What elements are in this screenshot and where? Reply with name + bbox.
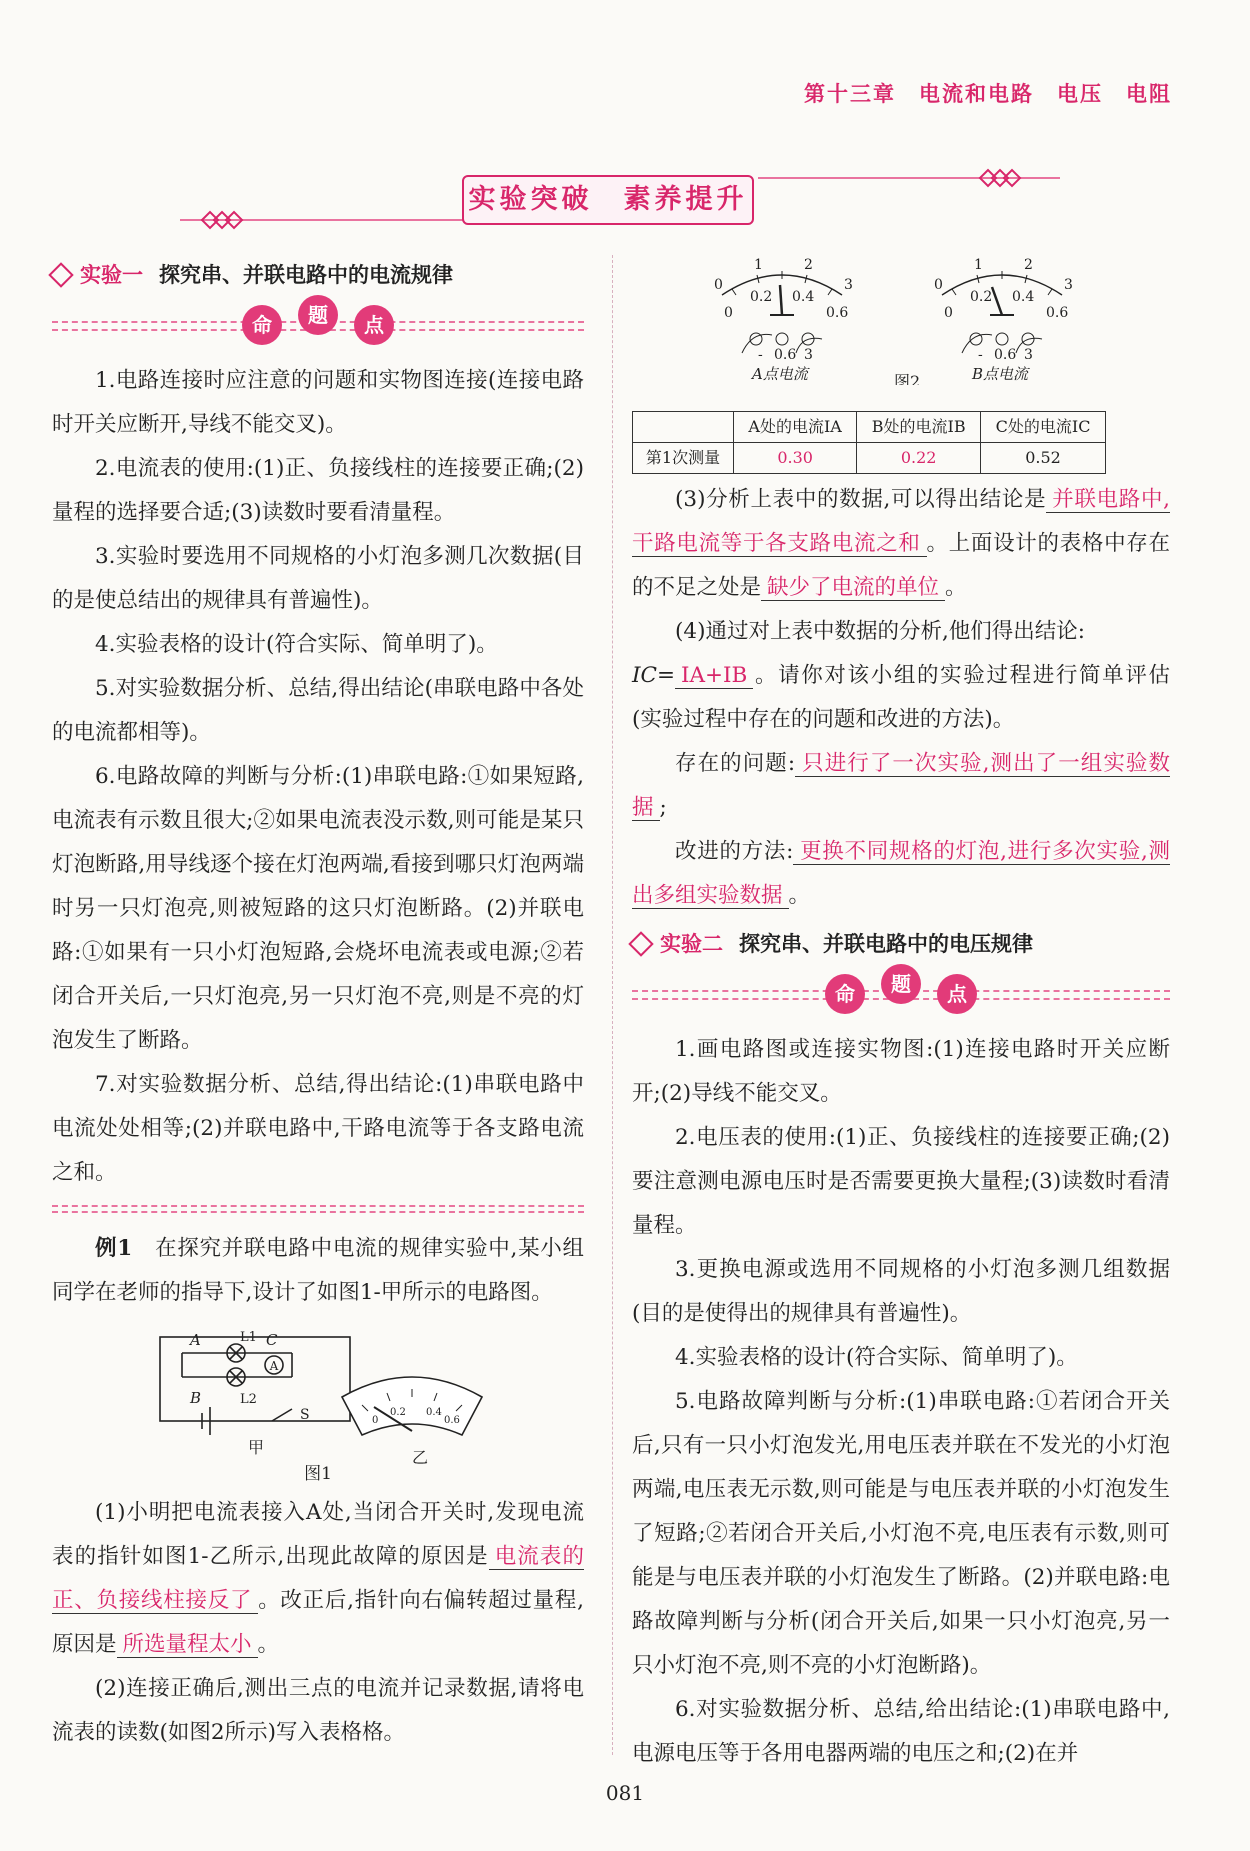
experiment-1-tag: 实验一: [52, 255, 143, 295]
exp1-point: 5.对实验数据分析、总结,得出结论(串联电路中各处的电流都相等)。: [52, 676, 584, 745]
exp2-point: 4.实验表格的设计(符合实际、简单明了)。: [675, 1345, 1078, 1370]
svg-text:0.2: 0.2: [750, 289, 773, 305]
question-4-formula: IC= IA+IB 。请你对该小组的实验过程进行简单评估(实验过程中存在的问题和改进的方法)。: [632, 663, 1170, 732]
svg-text:1: 1: [974, 257, 983, 273]
question-2: (2)连接正确后,测出三点的电流并记录数据,请将电流表的读数(如图2所示)写入表格格。: [52, 1676, 584, 1745]
lamp-l1: L1: [240, 1330, 257, 1345]
answer-improve[interactable]: 更换不同规格的灯泡,进行多次实验,测出多组实验数据: [632, 839, 1171, 908]
switch-s: S: [300, 1407, 310, 1423]
right-column: [632, 255, 1170, 1776]
experiment-2-points: [632, 1028, 1170, 1776]
experiment-1-heading: [52, 255, 584, 295]
svg-text:0.6: 0.6: [1046, 305, 1069, 321]
question-4: (4)通过对上表中数据的分析,他们得出结论:: [675, 619, 1086, 644]
figure-2-caption: 图2: [894, 372, 921, 385]
node-a: A: [190, 1331, 201, 1349]
exp1-point: 3.实验时要选用不同规格的小灯泡多测几次数据(目的是使总结出的规律具有普遍性)。: [52, 544, 584, 613]
meter-a-label: A点电流: [752, 365, 808, 383]
svg-text:-: -: [758, 347, 763, 363]
fig1-yi: 乙: [412, 1448, 429, 1467]
figure-1: [52, 1323, 584, 1473]
experiment-2-heading: [632, 924, 1170, 964]
table-header-row: [633, 412, 1106, 443]
table-header: C处的电流IC: [981, 412, 1106, 443]
svg-text:1: 1: [754, 257, 763, 273]
answer-1b[interactable]: 所选量程太小: [117, 1632, 258, 1658]
svg-text:0: 0: [372, 1415, 379, 1426]
answer-3b[interactable]: 缺少了电流的单位: [761, 575, 945, 601]
svg-text:0.4: 0.4: [1012, 289, 1035, 305]
experiment-1-points: [52, 359, 584, 1195]
diamond-icon: [628, 931, 653, 956]
figure-1-caption: 图1: [304, 1464, 332, 1484]
table-header: B处的电流IB: [857, 412, 981, 443]
svg-text:0.6: 0.6: [774, 347, 797, 363]
exp1-point: 7.对实验数据分析、总结,得出结论:(1)串联电路中电流处处相等;(2)并联电路中,干路电流等于各支路电流之和。: [52, 1072, 584, 1185]
exp1-point: 6.电路故障的判断与分析:(1)串联电路:①如果短路,电流表有示数且很大;②如果电流表没示数,则可能是某只灯泡断路,用导线逐个接在灯泡两端,看接到哪只灯泡两端时另一只灯泡亮,则被短路的这只灯泡断路。(2)并联电路:①如果有一只小灯泡短路,会烧坏电流表或电源;②若闭合开关后,一只灯泡亮,另一只灯泡不亮,则是不亮的灯泡发生了断路。: [52, 764, 584, 1053]
question-3: (3)分析上表中的数据,可以得出结论是 并联电路中,干路电流等于各支路电流之和 。上面设计的表格中存在的不足之处是 缺少了电流的单位 。: [632, 487, 1170, 600]
svg-text:0: 0: [934, 277, 943, 293]
mingtidian-divider-2: [632, 968, 1170, 1022]
svg-text:-: -: [978, 347, 983, 363]
svg-text:0.4: 0.4: [426, 1407, 442, 1418]
table-header: A处的电流IA: [734, 412, 857, 443]
answer-1a[interactable]: 电流表的正、负接线柱接反了: [52, 1544, 584, 1613]
pill-dian: 点: [354, 305, 394, 345]
pill-ti: 题: [298, 295, 338, 335]
experiment-1-title: 探究串、并联电路中的电流规律: [159, 263, 453, 287]
svg-text:3: 3: [804, 347, 813, 363]
section-banner: 实验突破 素养提升: [462, 175, 754, 225]
column-divider: [612, 255, 613, 1755]
svg-text:0.2: 0.2: [970, 289, 993, 305]
exp1-point: 1.电路连接时应注意的问题和实物图连接(连接电路时开关应断开,导线不能交叉)。: [52, 368, 584, 437]
meter-a: [714, 257, 853, 383]
figure-2-meters: [632, 255, 1170, 385]
fig1-jia: 甲: [248, 1438, 265, 1457]
page-number: 081: [605, 1781, 645, 1805]
exp1-point: 4.实验表格的设计(符合实际、简单明了)。: [95, 632, 498, 657]
svg-text:2: 2: [1024, 257, 1033, 273]
exp2-point: 6.对实验数据分析、总结,给出结论:(1)串联电路中,电源电压等于各用电器两端的电压之和;(2)在并: [632, 1697, 1170, 1766]
circuit-diagram: [52, 1323, 584, 1473]
svg-text:0: 0: [944, 305, 953, 321]
node-c: C: [266, 1331, 278, 1349]
pill-ti: 题: [881, 964, 921, 1004]
improve-line: 改进的方法: 更换不同规格的灯泡,进行多次实验,测出多组实验数据 。: [632, 839, 1171, 908]
meter-b-label: B点电流: [972, 365, 1029, 383]
experiment-2-tag: 实验二: [632, 924, 723, 964]
node-b: B: [190, 1389, 202, 1407]
svg-text:2: 2: [804, 257, 813, 273]
exp2-point: 5.电路故障判断与分析:(1)串联电路:①若闭合开关后,只有一只小灯泡发光,用电压表并联在不发光的小灯泡两端,电压表无示数,则可能是与电压表并联的小灯泡发生了短路;②若闭合开关后,小灯泡不亮,电压表有示数,则可能是与电压表并联的小灯泡发生了断路。(2)并联电路:电路故障判断与分析(闭合开关后,如果一只小灯泡亮,另一只小灯泡不亮,则不亮的小灯泡断路)。: [632, 1389, 1170, 1678]
svg-text:3: 3: [1064, 277, 1073, 293]
data-table: [632, 411, 1106, 474]
svg-text:0.6: 0.6: [994, 347, 1017, 363]
svg-text:0.6: 0.6: [826, 305, 849, 321]
svg-text:0.2: 0.2: [390, 1407, 406, 1418]
question-1: (1)小明把电流表接入A处,当闭合开关时,发现电流表的指针如图1-乙所示,出现此故障的原因是 电流表的正、负接线柱接反了 。改正后,指针向右偏转超过量程,原因是 所选量程太小 。: [52, 1500, 584, 1657]
meter-b: [934, 257, 1073, 383]
mingtidian-divider: [52, 299, 584, 353]
left-column: [52, 255, 584, 1755]
pill-ming: 命: [825, 974, 865, 1014]
answer-4[interactable]: IA+IB: [675, 663, 753, 689]
exp2-point: 1.画电路图或连接实物图:(1)连接电路时开关应断开;(2)导线不能交叉。: [632, 1037, 1170, 1106]
svg-text:0: 0: [714, 277, 723, 293]
ammeter-label: A: [269, 1359, 279, 1373]
exp2-point: 2.电压表的使用:(1)正、负接线柱的连接要正确;(2)要注意测电源电压时是否需要更换大量程;(3)读数时看清量程。: [632, 1125, 1170, 1238]
svg-text:3: 3: [1024, 347, 1033, 363]
pill-dian: 点: [937, 974, 977, 1014]
cell-ib[interactable]: 0.22: [857, 443, 981, 474]
pill-ming: 命: [242, 305, 282, 345]
table-row: [633, 443, 1106, 474]
exp2-point: 3.更换电源或选用不同规格的小灯泡多测几组数据(目的是使得出的规律具有普遍性)。: [632, 1257, 1170, 1326]
svg-text:3: 3: [844, 277, 853, 293]
answer-3a[interactable]: 并联电路中,干路电流等于各支路电流之和: [632, 487, 1170, 556]
lamp-l2: L2: [240, 1392, 257, 1407]
svg-text:0.4: 0.4: [792, 289, 815, 305]
svg-text:0: 0: [724, 305, 733, 321]
chapter-title: 第十三章 电流和电路 电压 电阻: [804, 82, 1172, 106]
row-label: 第1次测量: [633, 443, 734, 474]
problem-line: 存在的问题: 只进行了一次实验,测出了一组实验数据 ;: [632, 751, 1171, 820]
exp1-point: 2.电流表的使用:(1)正、负接线柱的连接要正确;(2)量程的选择要合适;(3)读数时要看清量程。: [52, 456, 584, 525]
cell-ic: 0.52: [981, 443, 1106, 474]
section-end-divider: [52, 1205, 584, 1213]
experiment-2-title: 探究串、并联电路中的电压规律: [739, 932, 1033, 956]
svg-text:0.6: 0.6: [444, 1415, 460, 1426]
table-header: [633, 412, 734, 443]
diamond-icon: [48, 262, 73, 287]
example-1-intro: 例1 在探究并联电路中电流的规律实验中,某小组同学在老师的指导下,设计了如图1-甲所示的电路图。: [52, 1236, 584, 1305]
cell-ia[interactable]: 0.30: [734, 443, 857, 474]
answer-problem[interactable]: 只进行了一次实验,测出了一组实验数据: [632, 751, 1171, 820]
